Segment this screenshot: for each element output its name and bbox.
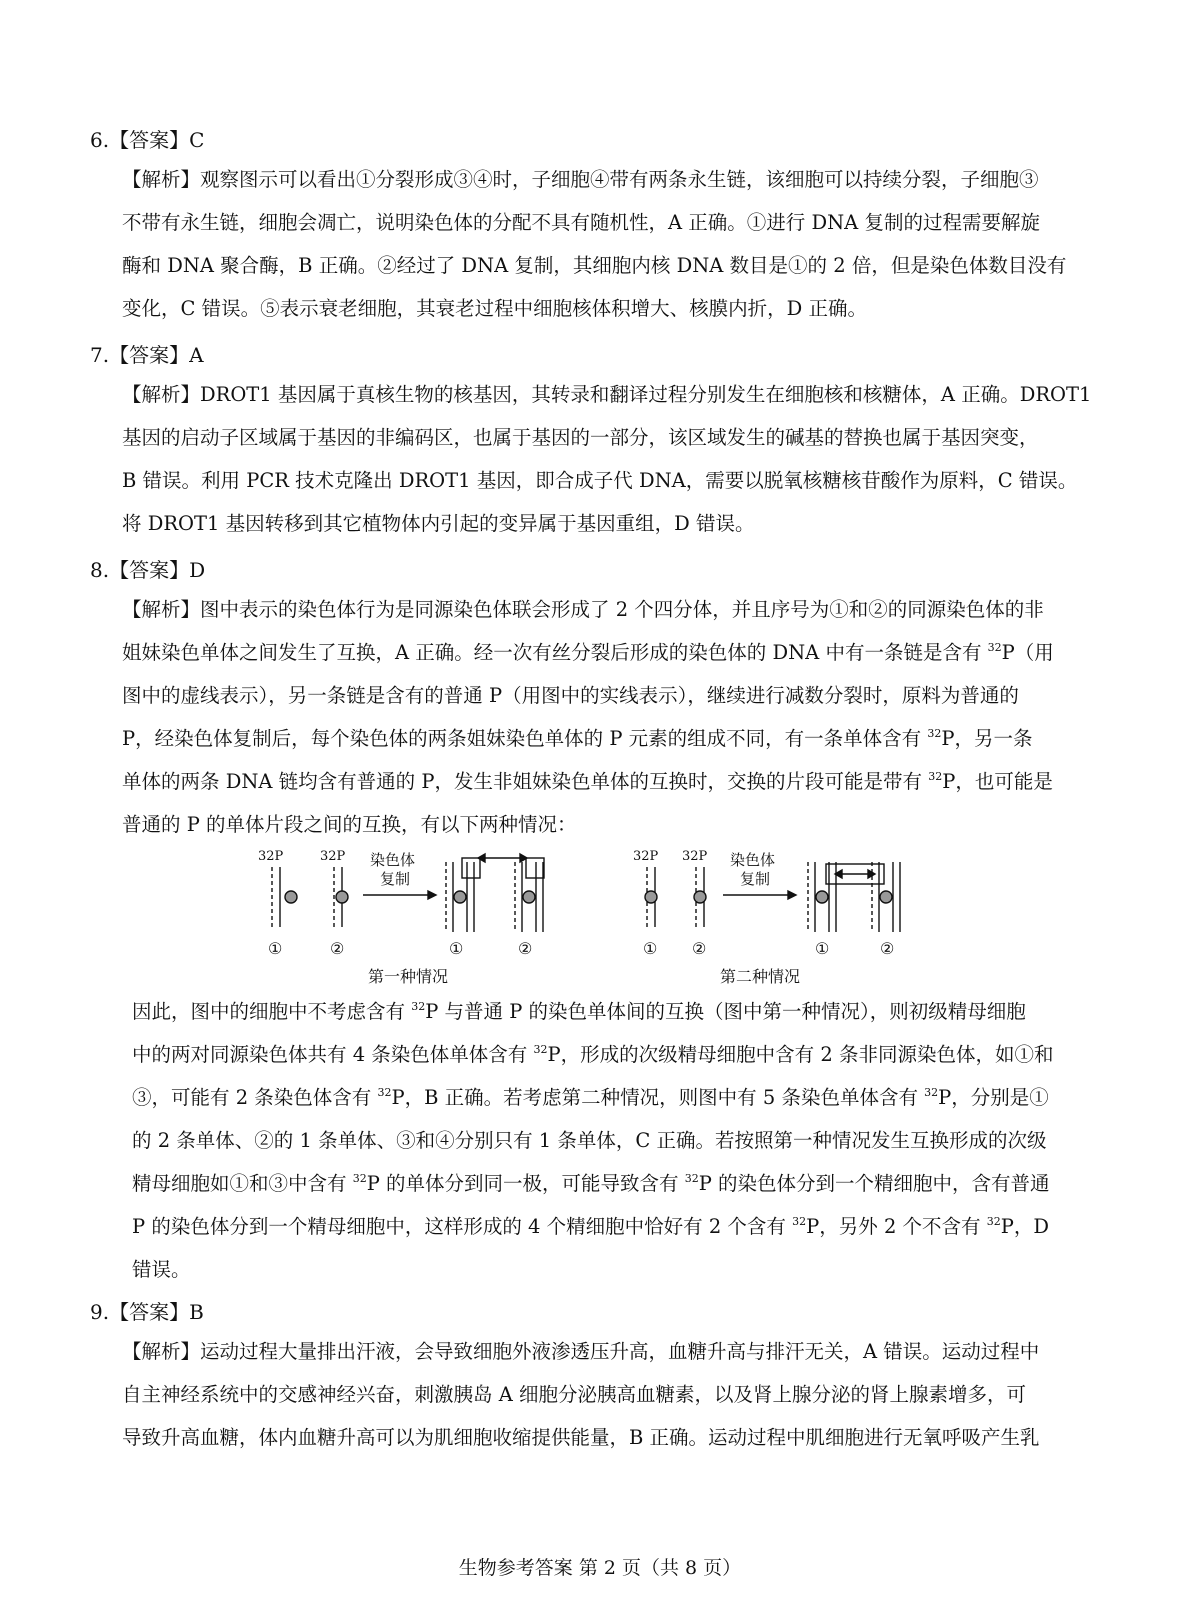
q8-line: 的 2 条单体、②的 1 条单体、③和④分别只有 1 条单体，C 正确。若按照第一种情况发生互换形成的次级 <box>132 1129 1047 1152</box>
label-32p: 32P <box>682 849 708 864</box>
arrow-label-top: 染色体 <box>730 851 776 869</box>
q8-line: 精母细胞如①和③中含有 $^{32}$P 的单体分到同一极，可能导致含有 $^{32}$P 的染色体分到一个精细胞中，含有普通 <box>132 1172 1050 1195</box>
q8-line: 中的两对同源染色体共有 4 条染色体单体含有 $^{32}$P，形成的次级精母细胞中含有 2 条非同源染色体，如①和 <box>132 1043 1054 1066</box>
arrow-label-bottom: 复制 <box>380 870 411 888</box>
q8-answer-heading: 8.【答案】D <box>90 558 206 582</box>
caption-first-situation: 第一种情况 <box>368 967 449 986</box>
q8-line: 【解析】图中表示的染色体行为是同源染色体联会形成了 2 个四分体，并且序号为①和②的同源染色体的非 <box>122 598 1044 621</box>
q9-answer-heading: 9.【答案】B <box>90 1300 204 1324</box>
q8-line: 图中的虚线表示），另一条链是含有的普通 P（用图中的实线表示），继续进行减数分裂时，原料为普通的 <box>122 684 1019 707</box>
q6-explanation <box>122 158 1092 330</box>
q6-line: 【解析】观察图示可以看出①分裂形成③④时，子细胞④带有两条永生链，该细胞可以持续分裂，子细胞③ <box>122 168 1039 191</box>
label-num-2: ② <box>880 939 895 958</box>
crossover-figure <box>250 842 940 992</box>
q7-line: 将 DROT1 基因转移到其它植物体内引起的变异属于基因重组，D 错误。 <box>122 512 755 535</box>
q7-line: 【解析】DROT1 基因属于真核生物的核基因，其转录和翻译过程分别发生在细胞核和核糖体，A 正确。DROT1 <box>122 383 1092 406</box>
q8-line: 错误。 <box>132 1258 191 1281</box>
q8-line: P 的染色体分到一个精母细胞中，这样形成的 4 个精细胞中恰好有 2 个含有 $^{32}$P，另外 2 个不含有 $^{32}$P，D <box>132 1215 1050 1238</box>
q6-line: 不带有永生链，细胞会凋亡，说明染色体的分配不具有随机性，A 正确。①进行 DNA 复制的过程需要解旋 <box>122 211 1040 234</box>
q8-explanation <box>122 588 1092 846</box>
caption-second-situation: 第二种情况 <box>720 967 801 986</box>
label-num-2: ② <box>330 939 345 958</box>
q9-explanation <box>122 1330 1092 1459</box>
q7-explanation <box>122 373 1092 545</box>
q6-line: 酶和 DNA 聚合酶，B 正确。②经过了 DNA 复制，其细胞内核 DNA 数目是①的 2 倍，但是染色体数目没有 <box>122 254 1067 277</box>
q8-line: 单体的两条 DNA 链均含有普通的 P，发生非姐妹染色单体的互换时，交换的片段可能是带有 $^{32}$P，也可能是 <box>122 770 1053 793</box>
label-32p: 32P <box>320 849 346 864</box>
q8-line: ③，可能有 2 条染色体含有 $^{32}$P，B 正确。若考虑第二种情况，则图中有 5 条染色单体含有 $^{32}$P，分别是① <box>132 1086 1049 1109</box>
q6-line: 变化，C 错误。⑤表示衰老细胞，其衰老过程中细胞核体积增大、核膜内折，D 正确。 <box>122 297 867 320</box>
label-32p: 32P <box>258 849 284 864</box>
label-32p: 32P <box>633 849 659 864</box>
label-num-1: ① <box>815 939 830 958</box>
arrow-label-bottom: 复制 <box>740 870 771 888</box>
q9-line: 自主神经系统中的交感神经兴奋，刺激胰岛 A 细胞分泌胰高血糖素，以及肾上腺分泌的肾上腺素增多，可 <box>122 1383 1026 1406</box>
label-num-1: ① <box>643 939 658 958</box>
q8-line: 姐妹染色单体之间发生了互换，A 正确。经一次有丝分裂后形成的染色体的 DNA 中有一条链是含有 $^{32}$P（用 <box>122 641 1054 664</box>
q6-answer-heading: 6.【答案】C <box>90 128 205 152</box>
arrow-label-top: 染色体 <box>370 851 416 869</box>
q9-line: 导致升高血糖，体内血糖升高可以为肌细胞收缩提供能量，B 正确。运动过程中肌细胞进行无氧呼吸产生乳 <box>122 1426 1040 1449</box>
q7-line: B 错误。利用 PCR 技术克隆出 DROT1 基因，即合成子代 DNA，需要以脱氧核糖核苷酸作为原料，C 错误。 <box>122 469 1078 492</box>
label-num-1: ① <box>449 939 464 958</box>
q8-explanation-continued <box>132 990 1092 1291</box>
page-footer: 生物参考答案 第 2 页（共 8 页） <box>458 1557 742 1579</box>
label-num-2: ② <box>692 939 707 958</box>
q7-line: 基因的启动子区域属于基因的非编码区，也属于基因的一部分，该区域发生的碱基的替换也属于基因突变， <box>122 426 1039 449</box>
label-num-2: ② <box>518 939 533 958</box>
q8-line: P，经染色体复制后，每个染色体的两条姐妹染色单体的 P 元素的组成不同，有一条单体含有 $^{32}$P，另一条 <box>122 727 1033 750</box>
q8-line: 因此，图中的细胞中不考虑含有 $^{32}$P 与普通 P 的染色单体间的互换（图中第一种情况），则初级精母细胞 <box>132 1000 1026 1023</box>
label-num-1: ① <box>268 939 283 958</box>
q9-line: 【解析】运动过程大量排出汗液，会导致细胞外液渗透压升高，血糖升高与排汗无关，A 错误。运动过程中 <box>122 1340 1040 1363</box>
q8-line: 普通的 P 的单体片段之间的互换，有以下两种情况： <box>122 813 577 836</box>
q7-answer-heading: 7.【答案】A <box>90 343 204 367</box>
